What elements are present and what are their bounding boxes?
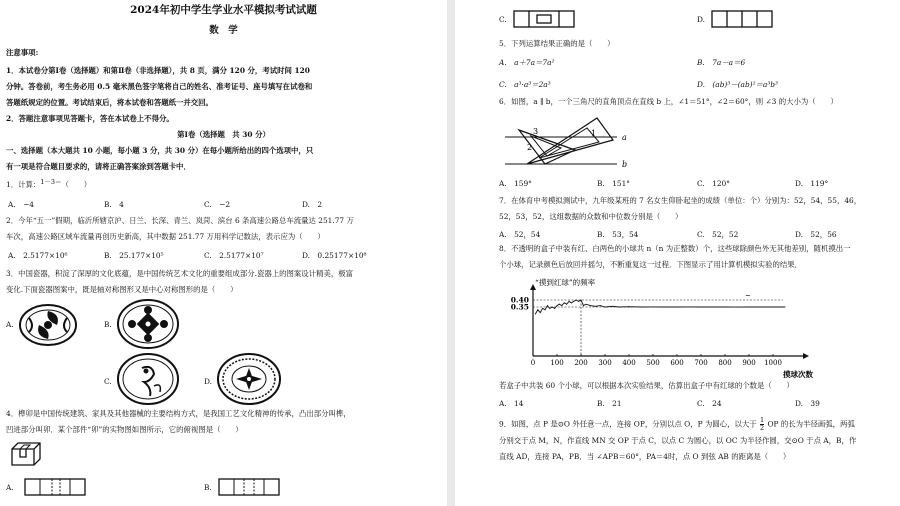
q5-option-d[interactable]: D. (ab)³－(ab)²＝a³b³	[697, 80, 778, 89]
q5-option-c[interactable]: C. a³·a³＝2a³	[499, 80, 551, 89]
frequency-point	[612, 306, 613, 307]
frequency-point	[552, 307, 553, 308]
q4-label-d[interactable]: D.	[697, 15, 706, 24]
frequency-point	[595, 306, 596, 307]
q4-view-a[interactable]	[24, 478, 86, 496]
q6-line-b-label: b	[622, 160, 628, 169]
q1-expression: 1－3＝	[40, 178, 62, 186]
q8-option-c[interactable]: C. 24	[697, 399, 722, 408]
q8-line1: 8．不透明的盒子中装有红、白两色的小球共 n（n 为正整数）个，这些球除颜色外无其他差别，随机摸出一	[499, 244, 851, 253]
q7-line1: 7．在体育中考模拟测试中，九年级某班的 7 名女生仰卧起坐的成绩（单位：个）分别为：52，54，55，46，	[499, 196, 862, 205]
frequency-point	[725, 307, 726, 308]
q1-stem	[6, 180, 91, 190]
frequency-point	[547, 305, 548, 306]
q2-option-b[interactable]: B. 25.177×10⁵	[104, 251, 164, 260]
chart-title: “摸到红球”的频率	[535, 278, 596, 287]
q1-paren: （ ）	[61, 180, 92, 189]
frequency-point	[773, 307, 774, 308]
frequency-point	[554, 308, 555, 309]
q2-line2: 车次，高速公路区域车流量再创历史新高，其中数据 251.77 万用科学记数法，表示应为（ ）	[6, 232, 325, 241]
q1-option-c[interactable]: C. −2	[204, 200, 231, 209]
q4-view-c[interactable]	[513, 10, 575, 28]
q4-line2: 凹进部分叫卯．某个部件“卯”的实物图如图所示，它的俯视图是（ ）	[6, 425, 243, 434]
q7-option-c[interactable]: C. 52，52	[697, 230, 739, 239]
x-tick-label: 400	[622, 359, 636, 367]
x-tick-label: 300	[598, 359, 612, 367]
q6-stem: 6．如图，a ∥ b，一个三角尺的直角顶点在直线 b 上，∠1＝51°，∠2＝60°，则 ∠3 的大小为（ ）	[499, 97, 838, 106]
chart-x-axis-label: 摸球次数	[783, 370, 813, 379]
q9-line2: 分别交于点 M，N，作直线 MN 交 OP 于点 C，以点 C 为圆心，以 OC 为半径作圆，交⊙O 于点 A，B，作	[499, 436, 857, 445]
q2-option-a[interactable]: A. 2.5177×10⁶	[8, 251, 68, 260]
q4-label-b[interactable]: B.	[204, 483, 212, 492]
q6-option-c[interactable]: C. 120°	[697, 179, 730, 188]
frequency-point	[542, 308, 543, 309]
q8-option-b[interactable]: B. 21	[597, 399, 622, 408]
frequency-point	[581, 300, 582, 301]
q9-line1	[499, 417, 855, 432]
q4-label-c[interactable]: C.	[499, 15, 507, 24]
q4-view-d[interactable]	[711, 10, 773, 28]
q3-label-a[interactable]: A.	[6, 320, 14, 329]
frequency-point	[737, 307, 738, 308]
frequency-point	[573, 301, 574, 302]
q1-stem-text: 1．计算：	[6, 180, 41, 189]
x-tick-label: 900	[742, 359, 756, 367]
q3-label-d[interactable]: D.	[204, 377, 213, 386]
part1-line1: 一、选择题（本大题共 10 小题，每小题 3 分，共 30 分）在每小题所给出的四个选项中，只	[6, 146, 314, 155]
q6-angle2-label: 2	[527, 143, 533, 152]
frequency-point	[566, 304, 567, 305]
y-tick-label: 0.40	[510, 295, 529, 305]
frequency-point	[653, 306, 654, 307]
frequency-point	[761, 307, 762, 308]
frequency-point	[677, 307, 678, 308]
frequency-chart	[493, 276, 823, 380]
section-title: 第Ⅰ卷（选择题 共 30 分）	[177, 130, 270, 139]
q3-pattern-c[interactable]	[116, 352, 180, 406]
frequency-point	[600, 305, 601, 306]
frequency-point	[629, 306, 630, 307]
exam-page-right	[455, 0, 900, 506]
frequency-point	[641, 307, 642, 308]
frequency-point	[559, 304, 560, 305]
frequency-point	[578, 301, 579, 302]
q6-angle1-label: 1	[591, 129, 597, 138]
notice1-line3: 答题纸规定的位置。考试结束后，将本试卷和答题纸一并交回。	[6, 98, 213, 107]
q6-option-a[interactable]: A. 159°	[499, 179, 532, 188]
q8-line3: 若盒子中共装 60 个小球，可以根据本次实验结果，估算出盒子中有红球的个数是（ ）	[499, 381, 794, 390]
frequency-point	[585, 304, 586, 305]
frequency-point	[535, 314, 536, 315]
x-tick-label: 200	[574, 359, 588, 367]
frequency-point	[549, 308, 550, 309]
q9-fraction-numerator: 1	[760, 416, 765, 424]
q2-option-c[interactable]: C. 2.5177×10⁷	[204, 251, 264, 260]
frequency-point	[571, 302, 572, 303]
frequency-point	[537, 309, 538, 310]
q4-label-a[interactable]: A.	[6, 483, 14, 492]
frequency-point	[749, 307, 750, 308]
frequency-point	[576, 300, 577, 301]
x-axis-arrow	[803, 353, 809, 359]
q9-fraction-denominator: 2	[760, 424, 765, 432]
notice1-line2: 分钟。答卷前，考生务必用 0.5 毫米黑色签字笔将自己的姓名、准考证号、座号填写在试卷和	[6, 82, 313, 91]
part1-line2: 有一项是符合题目要求的，请将正确答案涂到答题卡中．	[6, 162, 191, 171]
notice1-line1: 1．本试卷分第Ⅰ卷（选择题）和第Ⅱ卷（非选择题），共 8 页，满分 120 分，考试时间 120	[6, 66, 310, 75]
x-tick-label: 1000	[764, 359, 782, 367]
x-tick-label: 0	[530, 359, 536, 367]
q9-fraction	[760, 417, 764, 432]
frequency-point	[569, 301, 570, 302]
q7-option-b[interactable]: B. 53，54	[597, 230, 639, 239]
q6-figure	[505, 112, 635, 170]
frequency-point	[713, 307, 714, 308]
frequency-point	[590, 305, 591, 306]
q7-line2: 52，53，52，这组数据的众数和中位数分别是（ ）	[499, 212, 683, 221]
q4-view-b[interactable]	[218, 478, 280, 496]
x-tick-label: 600	[670, 359, 684, 367]
exam-subject: 数 学	[209, 25, 238, 36]
q1-option-b[interactable]: B. 4	[104, 200, 124, 209]
q7-option-a[interactable]: A. 52，54	[499, 230, 541, 239]
q3-label-b[interactable]: B.	[104, 320, 112, 329]
frequency-point	[605, 307, 606, 308]
x-tick-label: 100	[550, 359, 564, 367]
q3-label-c[interactable]: C.	[104, 377, 112, 386]
q4-line1: 4．榫卯是中国传统建筑、家具及其他器械的主要结构方式，是我国工艺文化精神的传承，凸出部分叫榫，	[6, 409, 351, 418]
exam-title: 2024年初中学生学业水平模拟考试试题	[130, 4, 317, 16]
q9-line1-a: 9．如图，点 P 是⊙O 外任意一点，连接 OP，分别以点 O，P 为圆心，以大于	[499, 419, 757, 429]
q9-line3: 直线 AD，连接 PA，PB．当 ∠APB＝60°，PA＝4时，点 O 到弦 AB 的距离是（ ）	[499, 452, 791, 461]
chart-mark: ~	[745, 292, 751, 300]
x-tick-label: 500	[646, 359, 660, 367]
y-tick-label: 0.35	[510, 302, 529, 312]
q9-line1-b: OP 的长为半径画弧，两弧	[767, 419, 855, 429]
q8-option-d[interactable]: D. 39	[795, 399, 820, 408]
frequency-point	[557, 305, 558, 306]
q3-line1: 3．中国瓷器，积淀了深厚的文化底蕴，是中国传统艺术文化的重要组成部分.瓷器上的图案设计精美，极富	[6, 269, 354, 278]
q3-pattern-d[interactable]	[216, 352, 282, 406]
q5-stem: 5．下列运算结果正确的是（ ）	[499, 39, 615, 48]
frequency-point	[785, 307, 786, 308]
q5-option-a[interactable]: A. a＋7a＝7a²	[499, 58, 555, 67]
q8-line2: 个小球，记录颜色后放回并摇匀，不断重复这一过程．下图显示了用计算机模拟实验的结果．	[499, 260, 803, 269]
x-tick-label: 700	[694, 359, 708, 367]
frequency-point	[564, 302, 565, 303]
exam-page-left	[0, 0, 447, 506]
q7-option-d[interactable]: D. 52，56	[795, 230, 837, 239]
q3-line2: 变化.下面瓷器图案中，既是轴对称图形又是中心对称图形的是（ ）	[6, 285, 238, 294]
frequency-point	[561, 305, 562, 306]
x-tick-label: 800	[718, 359, 732, 367]
frequency-point	[540, 312, 541, 313]
q1-option-d[interactable]: D. 2	[302, 200, 323, 209]
q1-option-a[interactable]: A. −4	[8, 200, 34, 209]
q2-line1: 2．今年“五一”假期，临沂所辖京沪、日兰、长深、青兰、岚菏、滨台 6 条高速公路总车流量达 251.77 万	[6, 216, 354, 225]
frequency-point	[545, 309, 546, 310]
notice-heading: 注意事项:	[6, 48, 39, 57]
notice2: 2．答题注意事项见答题卡，答在本试卷上不得分。	[6, 114, 174, 123]
q2-option-d[interactable]: D. 0.25177×10⁸	[302, 251, 367, 260]
frequency-point	[701, 307, 702, 308]
q3-pattern-b[interactable]	[116, 298, 180, 350]
frequency-point	[665, 307, 666, 308]
q6-line-a-label: a	[622, 133, 627, 142]
frequency-point	[583, 305, 584, 306]
q3-pattern-a[interactable]	[17, 302, 79, 348]
q6-option-d[interactable]: D. 119°	[795, 179, 829, 188]
chart-axes	[530, 284, 809, 359]
q4-mortise-figure	[10, 441, 42, 467]
frequency-point	[689, 306, 690, 307]
q8-option-a[interactable]: A. 14	[499, 399, 524, 408]
q5-option-b[interactable]: B. 7a－a＝6	[697, 58, 746, 67]
q6-angle3-label: 3	[533, 127, 539, 136]
frequency-point	[619, 307, 620, 308]
q6-option-b[interactable]: B. 151°	[597, 179, 630, 188]
